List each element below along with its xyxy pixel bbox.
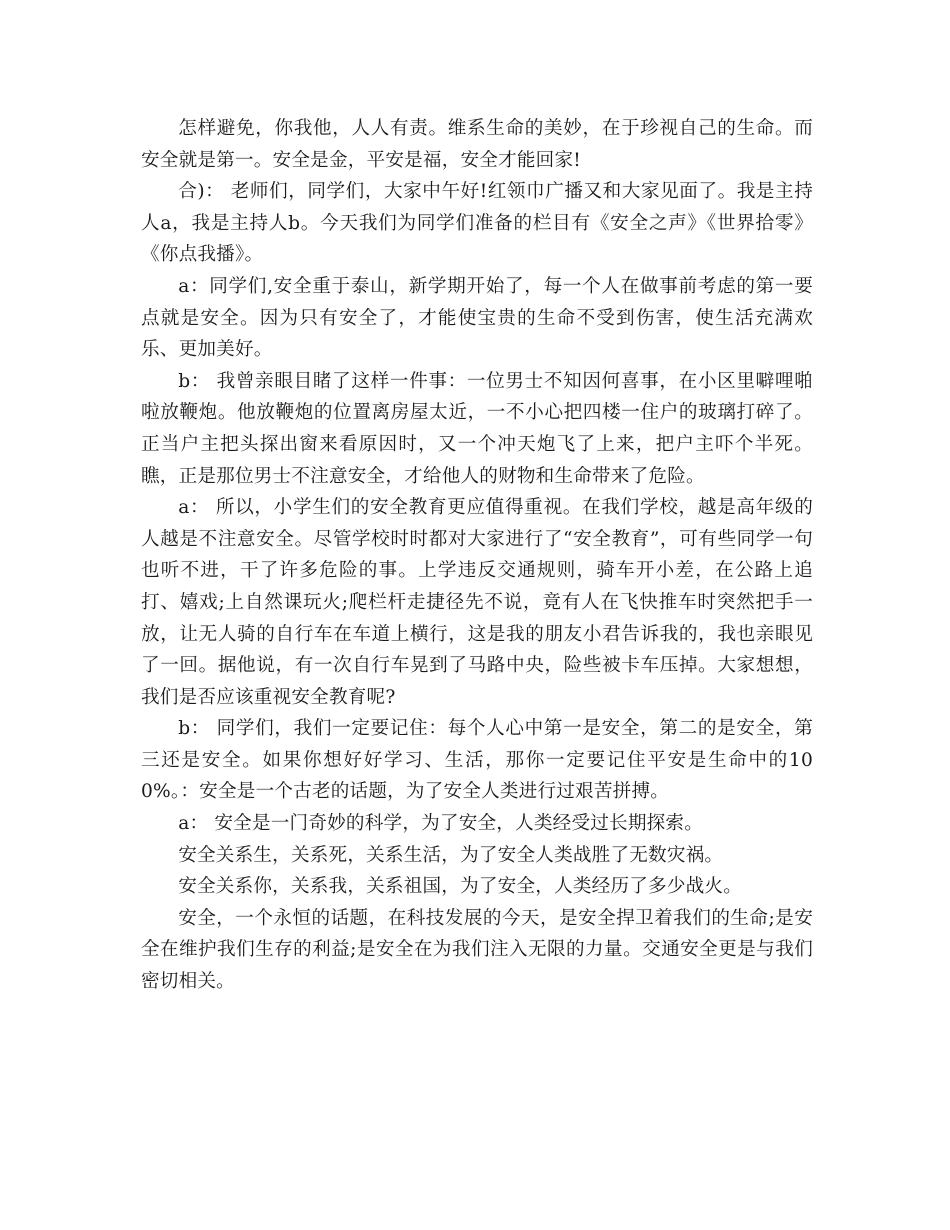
paragraph-7: a： 安全是一门奇妙的科学，为了安全，人类经受过长期探索。 [178,813,704,835]
paragraph-8: 安全关系生，关系死，关系生活，为了安全人类战胜了无数灾祸。 [178,844,724,866]
paragraph-3: a：同学们,安全重于泰山，新学期开始了，每一个人在做事前考虑的第一要点就是安全。因为只有安全了，才能使宝贵的生命不受到伤害，使生活充满欢乐、更加美好。 [141,275,813,361]
paragraph-2: 合)： 老师们，同学们，大家中午好!红领巾广播又和大家见面了。我是主持人a，我是主持人b。今天我们为同学们准备的栏目有《安全之声》《世界拾零》《你点我播》。 [141,181,813,266]
paragraph-9: 安全关系你，关系我，关系祖国，为了安全，人类经历了多少战火。 [178,876,743,898]
paragraph-10: 安全，一个永恒的话题，在科技发展的今天，是安全捍卫着我们的生命;是安全在维护我们生存的利益;是安全在为我们注入无限的力量。交通安全更是与我们密切相关。 [141,907,813,993]
paragraph-4: b： 我曾亲眼目睹了这样一件事：一位男士不知因何喜事，在小区里噼哩啪啦放鞭炮。他放鞭炮的位置离房屋太近，一不小心把四楼一住户的玻璃打碎了。正当户主把头探出窗来看原因时，又一个冲天炮飞了上来，把户主吓个半死。瞧，正是那位男士不注意安全，才给他人的财物和生命带来了危险。 [141,370,813,487]
paragraph-1: 怎样避免，你我他，人人有责。维系生命的美妙，在于珍视自己的生命。而安全就是第一。安全是金，平安是福，安全才能回家! [141,118,813,171]
paragraph-5: a： 所以，小学生们的安全教育更应值得重视。在我们学校，越是高年级的人越是不注意安全。尽管学校时时都对大家进行了“安全教育”，可有些同学一句也听不进，干了许多危险的事。上学违反交通规则，骑车开小差，在公路上追打、嬉戏;上自然课玩火;爬栏杆走捷径先不说，竟有人在飞快推车时突然把手一放，让无人骑的自行车在车道上横行，这是我的朋友小君告诉我的，我也亲眼见了一回。据他说，有一次自行车晃到了马路中央，险些被卡车压掉。大家想想，我们是否应该重视安全教育呢? [141,497,813,708]
document-body [141,113,813,998]
paragraph-6: b： 同学们，我们一定要记住：每个人心中第一是安全，第二的是安全，第三还是安全。如果你想好好学习、生活，那你一定要记住平安是生命中的100%。：安全是一个古老的话题，为了安全人类进行过艰苦拼搏。 [141,718,813,803]
